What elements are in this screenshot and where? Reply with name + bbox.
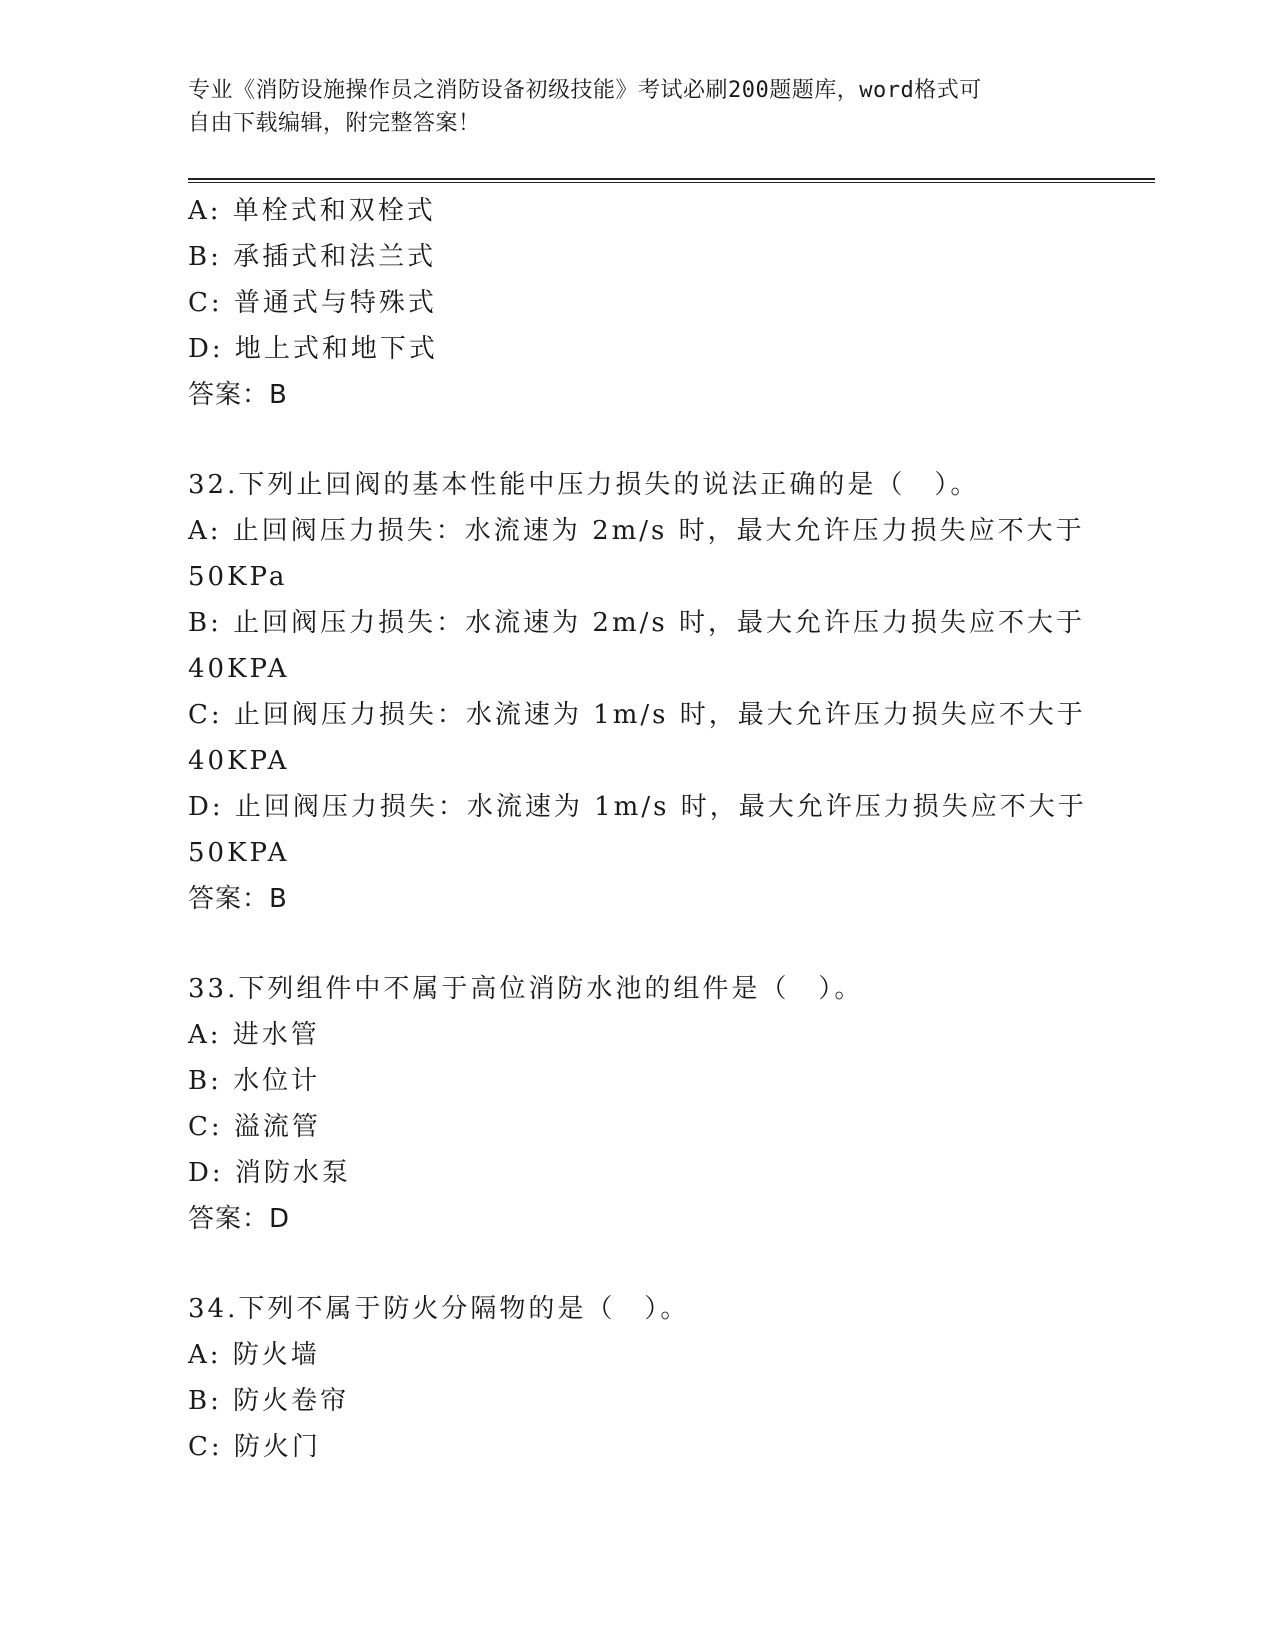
option-c: C: 防火门	[188, 1432, 321, 1462]
header-line-2: 自由下载编辑，附完整答案！	[188, 111, 481, 136]
option-a-continued: 50KPa	[188, 562, 288, 592]
question-list	[188, 188, 1088, 1470]
option-d: D: 地上式和地下式	[188, 334, 438, 364]
question-33	[188, 966, 1088, 1242]
option-a: A: 防火墙	[188, 1340, 320, 1370]
option-c: C: 溢流管	[188, 1112, 321, 1142]
option-c-continued: 40KPA	[188, 746, 290, 776]
option-a: A: 进水管	[188, 1020, 320, 1050]
document-header	[188, 74, 1088, 140]
option-a: A: 止回阀压力损失：水流速为 2m/s 时，最大允许压力损失应不大于	[188, 516, 1085, 546]
option-c: C: 普通式与特殊式	[188, 288, 437, 318]
header-line-1: 专业《消防设施操作员之消防设备初级技能》考试必刷200题题库，word格式可	[188, 78, 982, 103]
question-title: 33.下列组件中不属于高位消防水池的组件是（ ）。	[188, 974, 864, 1004]
question-31	[188, 188, 1088, 418]
option-d: D: 消防水泵	[188, 1158, 351, 1188]
option-d: D: 止回阀压力损失：水流速为 1m/s 时，最大允许压力损失应不大于	[188, 792, 1087, 822]
question-34	[188, 1286, 1088, 1470]
question-32	[188, 462, 1088, 922]
option-b: B: 防火卷帘	[188, 1386, 350, 1416]
option-b: B: 水位计	[188, 1066, 321, 1096]
header-divider	[188, 178, 1155, 183]
option-a: A: 单栓式和双栓式	[188, 196, 436, 226]
option-b: B: 承插式和法兰式	[188, 242, 437, 272]
answer-line: 答案：B	[188, 380, 288, 410]
option-b: B: 止回阀压力损失：水流速为 2m/s 时，最大允许压力损失应不大于	[188, 608, 1085, 638]
answer-line: 答案：B	[188, 884, 288, 914]
question-title: 32.下列止回阀的基本性能中压力损失的说法正确的是（ ）。	[188, 470, 980, 500]
answer-line: 答案：D	[188, 1204, 291, 1234]
option-d-continued: 50KPA	[188, 838, 290, 868]
option-c: C: 止回阀压力损失：水流速为 1m/s 时，最大允许压力损失应不大于	[188, 700, 1086, 730]
option-b-continued: 40KPA	[188, 654, 290, 684]
question-title: 34.下列不属于防火分隔物的是（ ）。	[188, 1294, 690, 1324]
